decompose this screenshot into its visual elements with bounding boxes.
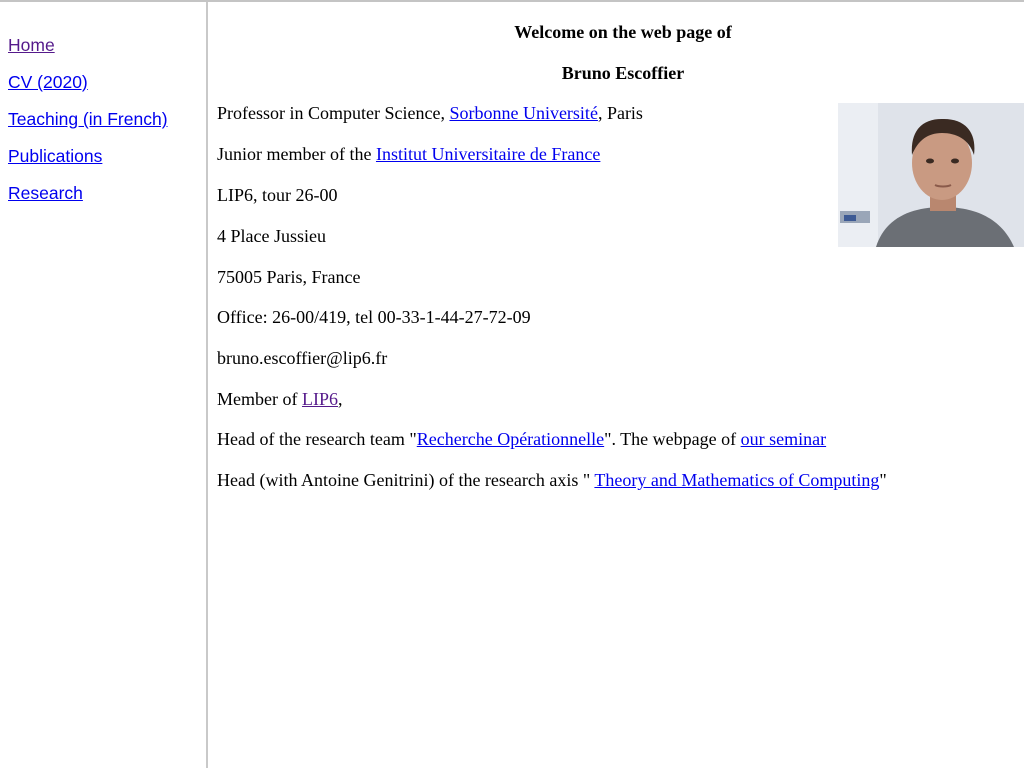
nav-link-cv[interactable]: CV (2020) bbox=[8, 72, 88, 92]
owner-name-heading: Bruno Escoffier bbox=[561, 63, 685, 83]
sidebar-item-teaching bbox=[8, 109, 168, 146]
sorbonne-link[interactable]: Sorbonne Université bbox=[449, 103, 598, 123]
axis-text: Head (with Antoine Genitrini) of the research axis " bbox=[217, 470, 595, 490]
sidebar-item-research bbox=[8, 183, 168, 220]
team-line bbox=[217, 428, 826, 450]
nav-link-publications[interactable]: Publications bbox=[8, 146, 103, 166]
position-suffix: , Paris bbox=[597, 103, 643, 123]
recherche-operationnelle-link[interactable]: Recherche Opérationnelle bbox=[416, 429, 605, 449]
address-street: 4 Place Jussieu bbox=[217, 226, 326, 246]
team-middle-text: ". The webpage of bbox=[604, 429, 741, 449]
member-suffix: , bbox=[337, 389, 343, 409]
iuf-link[interactable]: Institut Universitaire de France bbox=[375, 144, 601, 164]
nav-link-research[interactable]: Research bbox=[8, 183, 83, 203]
office-phone: Office: 26-00/419, tel 00-33-1-44-27-72-09 bbox=[217, 307, 531, 327]
portrait-image bbox=[838, 103, 1024, 247]
sidebar-item-home bbox=[8, 35, 168, 72]
sidebar-item-cv bbox=[8, 72, 168, 109]
position-text: Professor in Computer Science, bbox=[217, 103, 450, 123]
member-line bbox=[217, 388, 342, 410]
position-line bbox=[217, 102, 643, 124]
theory-mathematics-link[interactable]: Theory and Mathematics of Computing bbox=[594, 470, 880, 490]
axis-line bbox=[217, 469, 887, 491]
welcome-heading: Welcome on the web page of bbox=[514, 22, 732, 42]
sidebar bbox=[0, 2, 208, 768]
sidebar-item-publications bbox=[8, 146, 168, 183]
address-building: LIP6, tour 26-00 bbox=[217, 185, 338, 205]
member-text: Member of bbox=[217, 389, 302, 409]
profile-photo bbox=[838, 103, 1024, 247]
axis-suffix: " bbox=[879, 470, 887, 490]
email-address: bruno.escoffier@lip6.fr bbox=[217, 348, 388, 368]
nav-link-home[interactable]: Home bbox=[8, 35, 55, 55]
iuf-text: Junior member of the bbox=[217, 144, 376, 164]
address-city: 75005 Paris, France bbox=[217, 267, 361, 287]
iuf-line bbox=[217, 143, 600, 165]
team-text: Head of the research team " bbox=[217, 429, 417, 449]
lip6-link[interactable]: LIP6 bbox=[301, 389, 338, 409]
nav-link-teaching[interactable]: Teaching (in French) bbox=[8, 109, 168, 129]
sidebar-nav bbox=[8, 35, 168, 220]
seminar-link[interactable]: our seminar bbox=[740, 429, 827, 449]
